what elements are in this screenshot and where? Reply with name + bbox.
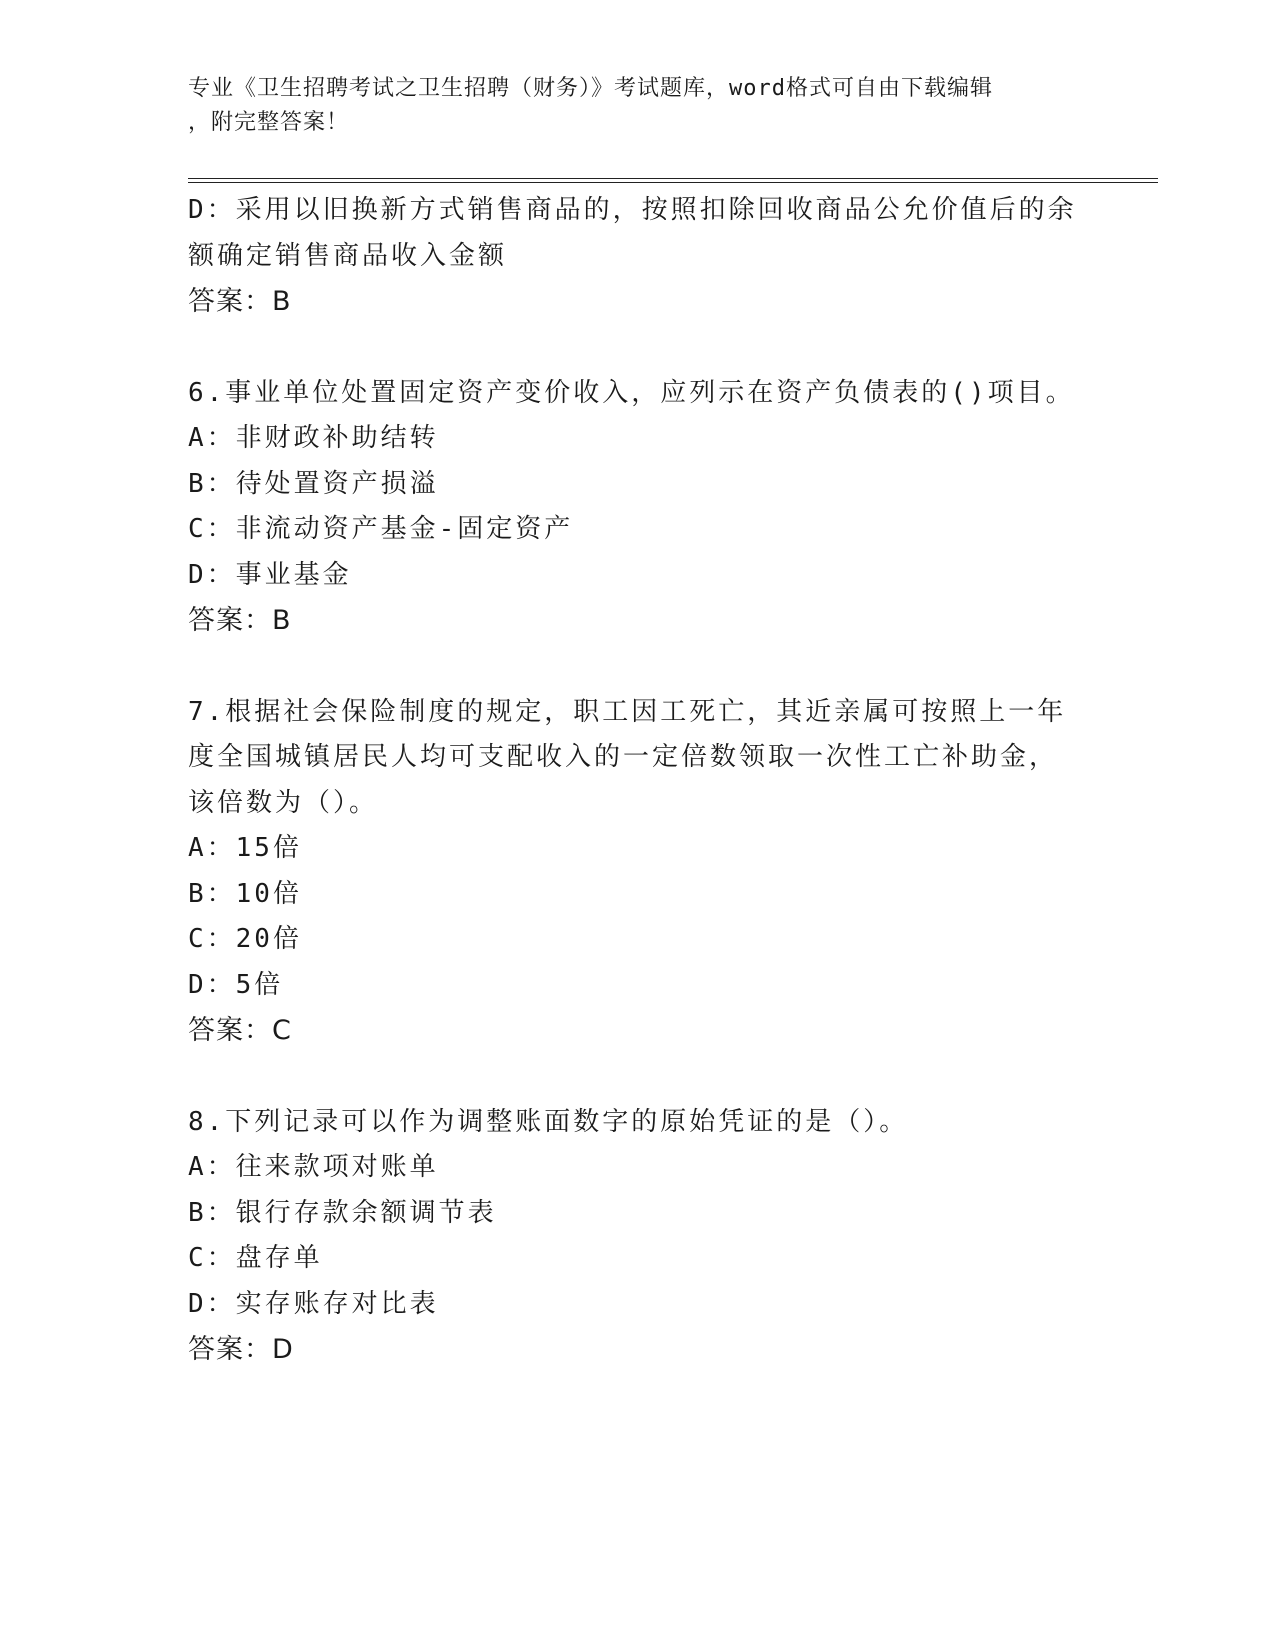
answer-line: 答案：C: [188, 1015, 292, 1046]
document-header: [188, 72, 1088, 140]
header-line-2: ，附完整答案！: [188, 110, 350, 135]
question-stem-continued: 该倍数为（）。: [188, 787, 379, 818]
header-divider: [188, 178, 1158, 183]
question-list: [188, 188, 1088, 1373]
option-c: C：盘存单: [188, 1243, 323, 1273]
header-line-1: 专业《卫生招聘考试之卫生招聘（财务）》考试题库，word格式可自由下载编辑: [188, 76, 993, 101]
option-d: D：实存账存对比表: [188, 1288, 439, 1319]
option-b: B：10倍: [188, 878, 302, 909]
answer-line: 答案：B: [188, 605, 292, 636]
option-b: B：待处置资产损溢: [188, 468, 439, 499]
question-7: [188, 690, 1088, 1054]
option-c: C：20倍: [188, 924, 302, 954]
option-a: A：15倍: [188, 833, 302, 863]
option-c: C：非流动资产基金-固定资产: [188, 514, 574, 544]
question-8: [188, 1100, 1088, 1373]
partial-question-5: [188, 188, 1088, 325]
option-d: D：5倍: [188, 969, 284, 1000]
option-d-continued: 额确定销售商品收入金额: [188, 240, 508, 271]
option-b: B：银行存款余额调节表: [188, 1197, 497, 1228]
question-stem: 6.事业单位处置固定资产变价收入，应列示在资产负债表的()项目。: [188, 377, 1075, 408]
option-d: D：采用以旧换新方式销售商品的，按照扣除回收商品公允价值后的余: [188, 195, 1077, 225]
option-d: D：事业基金: [188, 559, 352, 590]
question-6: [188, 371, 1088, 644]
answer-line: 答案：B: [188, 286, 292, 317]
question-stem-continued: 度全国城镇居民人均可支配收入的一定倍数领取一次性工亡补助金，: [188, 742, 1059, 772]
option-a: A：往来款项对账单: [188, 1152, 439, 1182]
question-stem: 8.下列记录可以作为调整账面数字的原始凭证的是（）。: [188, 1106, 909, 1137]
answer-line: 答案：D: [188, 1334, 294, 1365]
option-a: A：非财政补助结转: [188, 423, 439, 453]
question-stem: 7.根据社会保险制度的规定，职工因工死亡，其近亲属可按照上一年: [188, 696, 1067, 727]
